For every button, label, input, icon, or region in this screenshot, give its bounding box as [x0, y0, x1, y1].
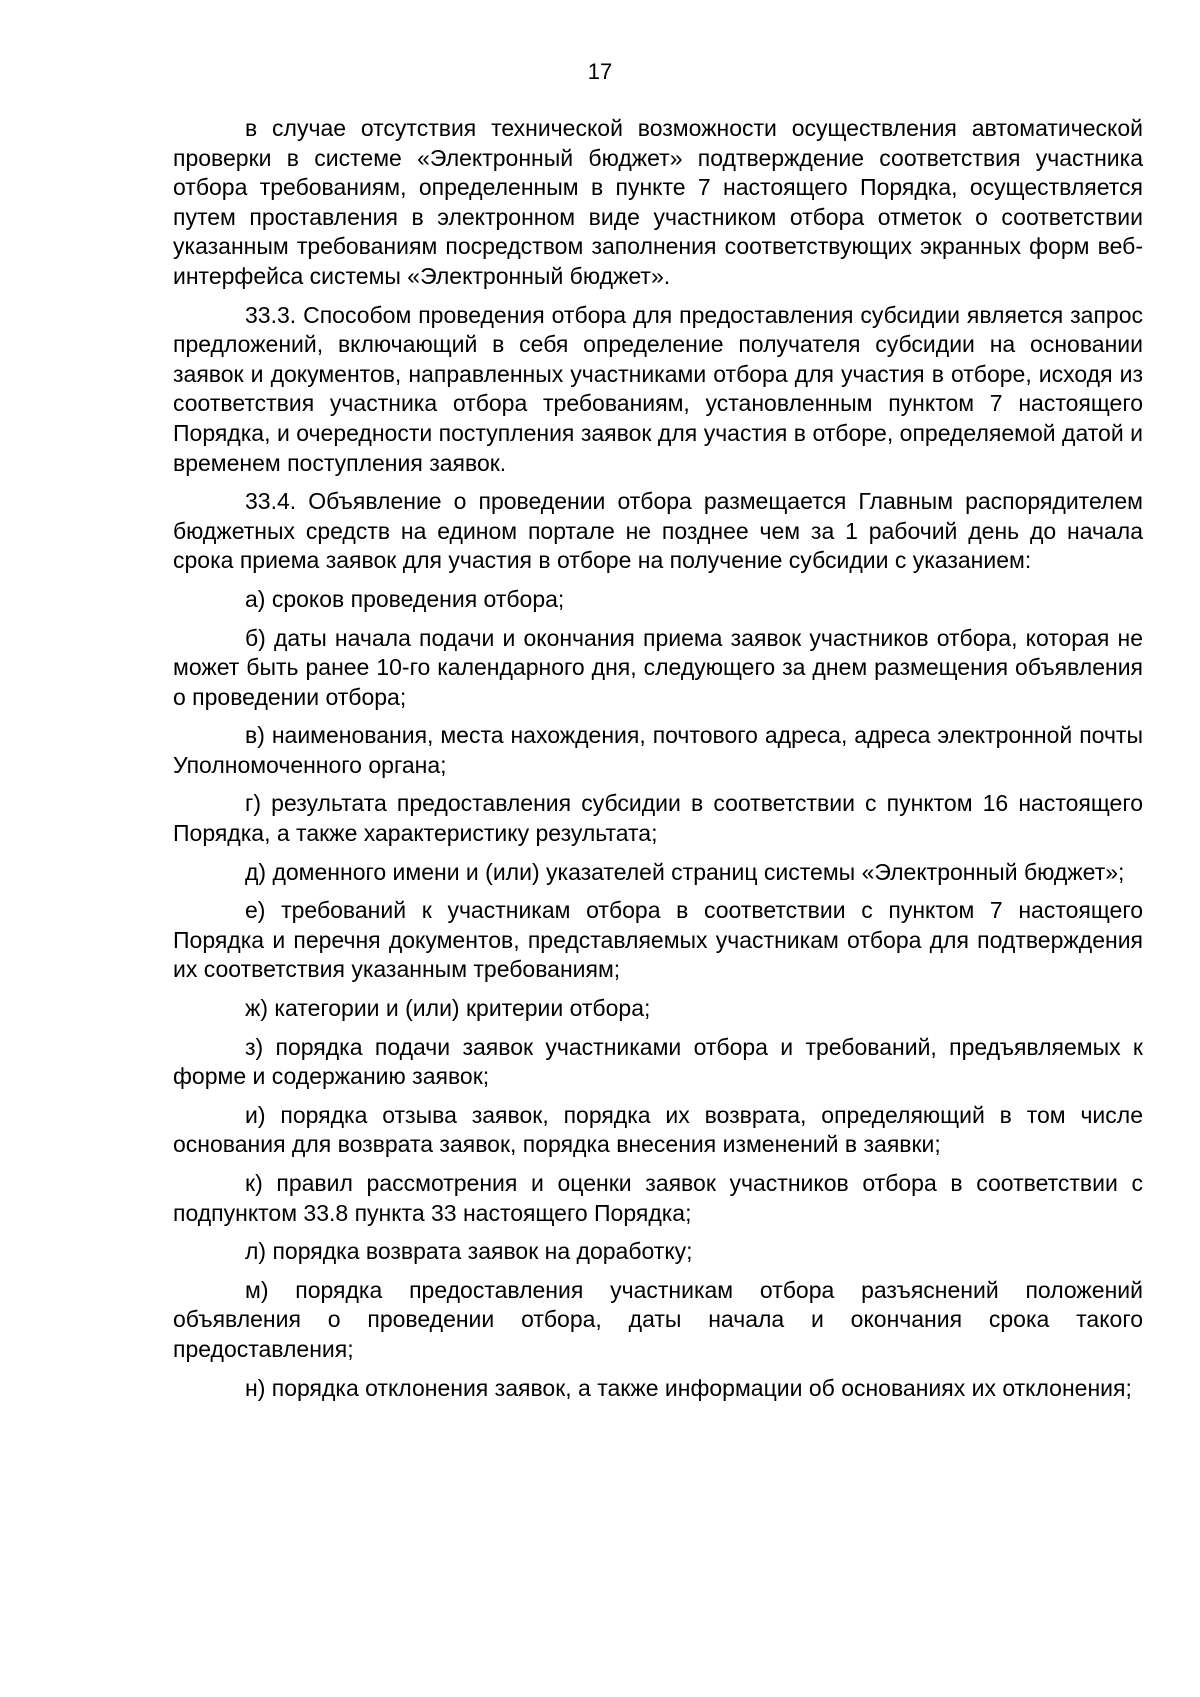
paragraph-33-3: 33.3. Способом проведения отбора для предоставления субсидии является запрос предложений, включающий в себя определение получателя субсидии на основании заявок и документов, направленных участниками отбора для участия в отборе, исходя из соответствия участника отбора требованиям, установленным пунктом 7 настоящего Порядка, и очередности поступления заявок для участия в отборе, определяемой датой и временем поступления заявок.: [173, 301, 1143, 476]
list-item-z: з) порядка подачи заявок участниками отбора и требований, предъявляемых к форме и содержанию заявок;: [173, 1033, 1143, 1090]
list-item-n: н) порядка отклонения заявок, а также информации об основаниях их отклонения;: [245, 1374, 1132, 1401]
list-item-m: м) порядка предоставления участникам отбора разъяснений положений объявления о проведении отбора, даты начала и окончания срока такого предоставления;: [173, 1276, 1143, 1362]
list-item-zh: ж) категории и (или) критерии отбора;: [245, 995, 651, 1022]
paragraph-continuation: в случае отсутствия технической возможности осуществления автоматической проверки в системе «Электронный бюджет» подтверждение соответствия участника отбора требованиям, определенным в пункте 7 настоящего Порядка, осуществляется путем проставления в электронном виде участником отбора отметок о соответствии указанным требованиям посредством заполнения соответствующих экранных форм веб-интерфейса системы «Электронный бюджет».: [173, 115, 1143, 289]
paragraph-33-4: 33.4. Объявление о проведении отбора размещается Главным распорядителем бюджетных средств на едином портале не позднее чем за 1 рабочий день до начала срока приема заявок для участия в отборе на получение субсидии с указанием:: [173, 488, 1143, 574]
list-item-l: л) порядка возврата заявок на доработку;: [245, 1238, 693, 1265]
list-item-a: а) сроков проведения отбора;: [245, 585, 565, 612]
page-number: 17: [587, 59, 613, 84]
list-item-e: е) требований к участникам отбора в соответствии с пунктом 7 настоящего Порядка и перечня документов, представляемых участникам отбора для подтверждения их соответствия указанным требованиям;: [173, 897, 1143, 983]
list-item-i: и) порядка отзыва заявок, порядка их возврата, определяющий в том числе основания для возврата заявок, порядка внесения изменений в заявки;: [173, 1101, 1143, 1158]
list-item-b: б) даты начала подачи и окончания приема заявок участников отбора, которая не может быть ранее 10-го календарного дня, следующего за днем размещения объявления о проведении отбора;: [173, 624, 1143, 710]
list-item-d: д) доменного имени и (или) указателей страниц системы «Электронный бюджет»;: [245, 858, 1125, 885]
list-item-k: к) правил рассмотрения и оценки заявок участников отбора в соответствии с подпунктом 33.8 пункта 33 настоящего Порядка;: [173, 1170, 1143, 1226]
list-item-g: г) результата предоставления субсидии в соответствии с пунктом 16 настоящего Порядка, а также характеристику результата;: [173, 790, 1143, 847]
document-body: [173, 114, 1143, 1412]
list-item-v: в) наименования, места нахождения, почтового адреса, адреса электронной почты Уполномоченного органа;: [173, 722, 1143, 778]
